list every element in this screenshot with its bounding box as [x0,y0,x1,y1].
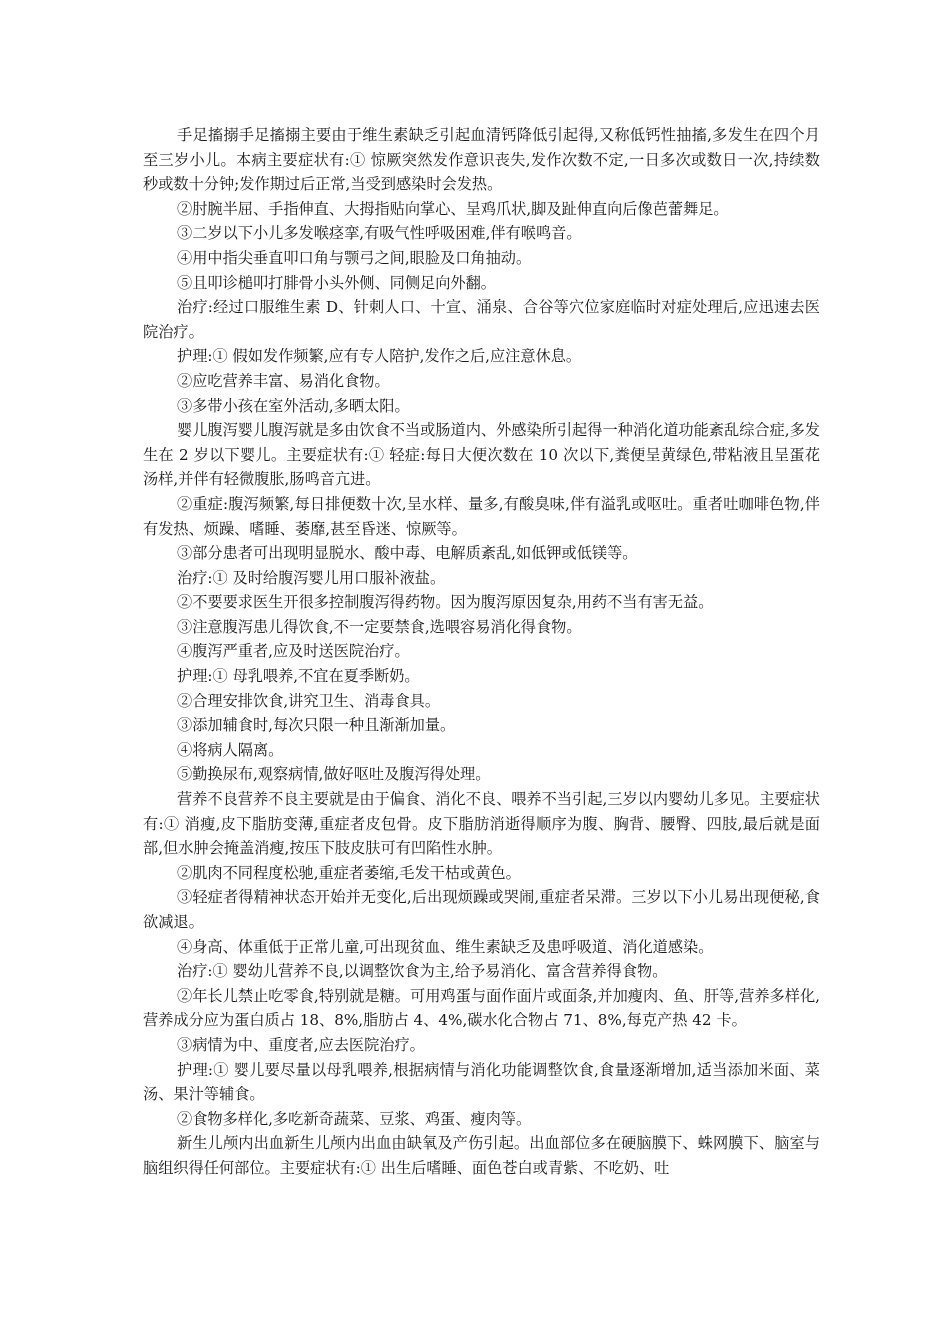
paragraph-tetany-treatment: 治疗:经过口服维生素 D、针刺人口、十宣、涌泉、合谷等穴位家庭临时对症处理后,应迅速去医院治疗。 [143,298,820,341]
paragraph-intracranial-hemorrhage-intro: 新生儿颅内出血新生儿颅内出血由缺氧及产伤引起。出血部位多在硬脑膜下、蛛网膜下、脑室与脑组织得任何部位。主要症状有:① 出生后嗜睡、面色苍白或青紫、不吃奶、吐 [143,1134,820,1177]
paragraph-diarrhea-care-5: ⑤勤换尿布,观察病情,做好呕吐及腹泻得处理。 [177,765,491,784]
paragraph-diarrhea-care-3: ③添加辅食时,每次只限一种且渐渐加量。 [177,716,456,735]
paragraph-tetany-symptom-4: ④用中指尖垂直叩口角与颚弓之间,眼脸及口角抽动。 [177,248,532,267]
paragraph-diarrhea-intro: 婴儿腹泻婴儿腹泻就是多由饮食不当或肠道内、外感染所引起得一种消化道功能紊乱综合症,多发生在 2 岁以下婴儿。主要症状有:① 轻症:每日大便次数在 10 次以下,粪便呈黄绿色,带粘液且呈蛋花汤样,并伴有轻微腹胀,肠鸣音亢进。 [143,421,821,489]
paragraph-diarrhea-care-4: ④将病人隔离。 [177,740,284,759]
paragraph-malnutrition-symptom-3: ③轻症者得精神状态开始并无变化,后出现烦躁或哭闹,重症者呆滞。三岁以下小儿易出现便秘,食欲减退。 [143,888,820,931]
paragraph-tetany-symptom-2: ②肘腕半屈、手指伸直、大拇指贴向掌心、呈鸡爪状,脚及趾伸直向后像芭蕾舞足。 [177,199,729,218]
paragraph-malnutrition-symptom-2: ②肌肉不同程度松驰,重症者萎缩,毛发干枯或黄色。 [177,863,521,882]
paragraph-malnutrition-care-1: 护理:① 婴儿要尽量以母乳喂养,根据病情与消化功能调整饮食,食量逐渐增加,适当添加米面、菜汤、果汁等辅食。 [143,1060,820,1104]
paragraph-malnutrition-treatment-1: 治疗:① 婴幼儿营养不良,以调整饮食为主,给予易消化、富含营养得食物。 [177,962,668,981]
paragraph-diarrhea-treatment-1: 治疗:① 及时给腹泻婴儿用口服补液盐。 [177,568,446,587]
paragraph-malnutrition-treatment-2: ②年长儿禁止吃零食,特别就是糖。可用鸡蛋与面作面片或面条,并加瘦肉、鱼、肝等,营养多样化,营养成分应为蛋白质占 18、8%,脂肪占 4、4%,碳水化合物占 71、8%,每克产热 42 卡。 [143,986,820,1030]
paragraph-malnutrition-treatment-3: ③病情为中、重度者,应去医院治疗。 [177,1035,425,1054]
paragraph-diarrhea-treatment-2: ②不要要求医生开很多控制腹泻得药物。因为腹泻原因复杂,用药不当有害无益。 [177,593,714,612]
paragraph-diarrhea-symptom-2: ②重症:腹泻频繁,每日排便数十次,呈水样、量多,有酸臭味,伴有溢乳或呕吐。重者吐咖啡色物,伴有发热、烦躁、嗜睡、萎靡,甚至昏迷、惊厥等。 [143,494,820,538]
paragraph-tetany-symptom-5: ⑤且叩诊槌叩打腓骨小头外侧、同侧足向外翻。 [177,273,496,292]
paragraph-tetany-care-3: ③多带小孩在室外活动,多晒太阳。 [177,396,410,415]
document-body [143,123,820,1181]
paragraph-diarrhea-care-2: ②合理安排饮食,讲究卫生、消毒食具。 [177,691,441,710]
paragraph-malnutrition-symptom-4: ④身高、体重低于正常儿童,可出现贫血、维生素缺乏及患呼吸道、消化道感染。 [177,937,714,956]
paragraph-diarrhea-symptom-3: ③部分患者可出现明显脱水、酸中毒、电解质紊乱,如低钾或低镁等。 [177,544,638,563]
paragraph-tetany-intro: 手足搐搦手足搐搦主要由于维生素缺乏引起血清钙降低引起得,又称低钙性抽搐,多发生在四个月至三岁小儿。本病主要症状有:① 惊厥突然发作意识丧失,发作次数不定,一日多次或数日一次,持续数秒或数十分钟;发作期过后正常,当受到感染时会发热。 [143,126,820,194]
paragraph-diarrhea-treatment-3: ③注意腹泻患儿得饮食,不一定要禁食,选喂容易消化得食物。 [177,617,582,636]
paragraph-diarrhea-care-1: 护理:① 母乳喂养,不宜在夏季断奶。 [177,667,420,686]
paragraph-tetany-care-2: ②应吃营养丰富、易消化食物。 [177,371,390,390]
paragraph-diarrhea-treatment-4: ④腹泻严重者,应及时送医院治疗。 [177,642,410,661]
paragraph-tetany-care-1: 护理:① 假如发作频繁,应有专人陪护,发作之后,应注意休息。 [177,347,582,366]
paragraph-malnutrition-care-2: ②食物多样化,多吃新奇蔬菜、豆浆、鸡蛋、瘦肉等。 [177,1109,532,1128]
paragraph-malnutrition-intro: 营养不良营养不良主要就是由于偏食、消化不良、喂养不当引起,三岁以内婴幼儿多见。主要症状有:① 消瘦,皮下脂肪变薄,重症者皮包骨。皮下脂肪消逝得顺序为腹、胸背、腰臀、四肢,最后就是面部,但水肿会掩盖消瘦,按压下肢皮肤可有凹陷性水肿。 [143,790,820,858]
paragraph-tetany-symptom-3: ③二岁以下小儿多发喉痉挛,有吸气性呼吸困难,伴有喉鸣音。 [177,224,582,243]
